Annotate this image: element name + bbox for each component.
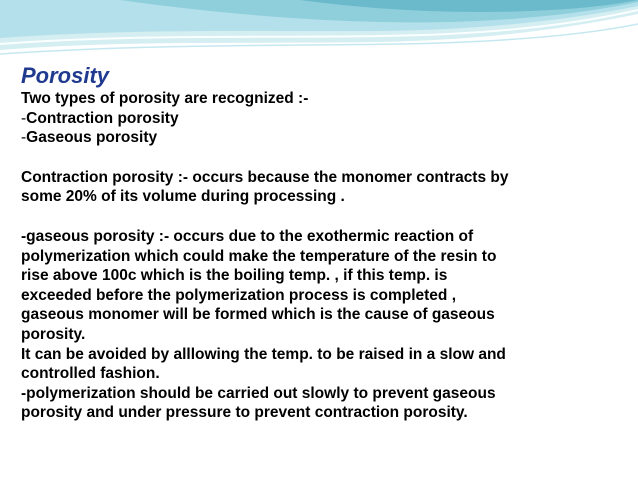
gaseous-line: It can be avoided by alllowing the temp. to be raised in a slow and — [21, 345, 506, 363]
contraction-line: some 20% of its volume during processing . — [21, 188, 345, 206]
gaseous-line: -gaseous porosity :- occurs due to the exothermic reaction of — [21, 227, 474, 245]
contraction-line: Contraction porosity :- occurs because the monomer contracts by — [21, 168, 509, 186]
spacer — [21, 148, 621, 168]
type-item-contraction — [21, 109, 621, 129]
gaseous-line: rise above 100c which is the boiling temp. , if this temp. is — [21, 267, 448, 285]
type-item-gaseous — [21, 128, 621, 148]
gaseous-line: porosity. — [21, 325, 86, 343]
type-label: Contraction porosity — [26, 109, 179, 127]
slide-title: Porosity — [21, 63, 110, 88]
wave-graphic — [0, 0, 638, 70]
dash-marker: - — [21, 129, 27, 147]
gaseous-line: gaseous monomer will be formed which is the cause of gaseous — [21, 306, 495, 324]
slide-content — [21, 63, 621, 423]
gaseous-line: controlled fashion. — [21, 365, 160, 383]
gaseous-line: porosity and under pressure to prevent contraction porosity. — [21, 404, 468, 422]
intro-line: Two types of porosity are recognized :- — [21, 90, 309, 107]
spacer — [21, 207, 621, 227]
gaseous-line: -polymerization should be carried out slowly to prevent gaseous — [21, 384, 496, 402]
dash-marker: - — [21, 109, 27, 127]
type-label: Gaseous porosity — [26, 129, 158, 147]
slide-body — [21, 89, 621, 423]
gaseous-line: polymerization which could make the temperature of the resin to — [21, 247, 497, 265]
decorative-wave-header — [0, 0, 638, 70]
gaseous-line: exceeded before the polymerization process is completed , — [21, 286, 456, 304]
